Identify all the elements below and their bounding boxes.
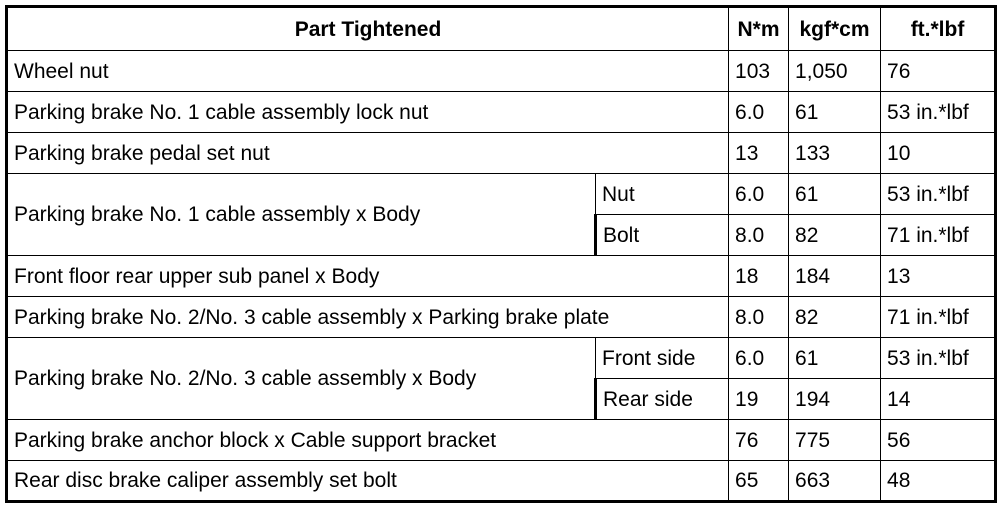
nm-cell: 6.0 xyxy=(729,174,789,215)
nm-cell: 103 xyxy=(729,51,789,92)
kgfcm-cell: 82 xyxy=(789,215,881,256)
ftlbf-cell: 10 xyxy=(881,133,996,174)
ftlbf-cell: 71 in.*lbf xyxy=(881,297,996,338)
table-row xyxy=(7,461,996,502)
ftlbf-cell: 48 xyxy=(881,461,996,502)
nm-cell: 18 xyxy=(729,256,789,297)
table-row xyxy=(7,420,996,461)
table-row xyxy=(7,92,996,133)
sub-part-cell: Rear side xyxy=(596,379,729,420)
sub-part-cell: Bolt xyxy=(596,215,729,256)
nm-cell: 76 xyxy=(729,420,789,461)
table-row xyxy=(7,256,996,297)
kgfcm-cell: 663 xyxy=(789,461,881,502)
part-cell: Parking brake anchor block x Cable support bracket xyxy=(7,420,729,461)
kgfcm-cell: 775 xyxy=(789,420,881,461)
part-cell: Parking brake pedal set nut xyxy=(7,133,729,174)
kgfcm-cell: 1,050 xyxy=(789,51,881,92)
header-ftlbf: ft.*lbf xyxy=(881,7,996,51)
nm-cell: 6.0 xyxy=(729,338,789,379)
ftlbf-cell: 56 xyxy=(881,420,996,461)
ftlbf-cell: 14 xyxy=(881,379,996,420)
table-header-row xyxy=(7,7,996,51)
nm-cell: 8.0 xyxy=(729,297,789,338)
part-cell: Rear disc brake caliper assembly set bolt xyxy=(7,461,729,502)
ftlbf-cell: 13 xyxy=(881,256,996,297)
kgfcm-cell: 133 xyxy=(789,133,881,174)
part-cell: Parking brake No. 1 cable assembly lock nut xyxy=(7,92,729,133)
nm-cell: 8.0 xyxy=(729,215,789,256)
table-row xyxy=(7,174,996,215)
ftlbf-cell: 71 in.*lbf xyxy=(881,215,996,256)
kgfcm-cell: 61 xyxy=(789,174,881,215)
torque-spec-table xyxy=(5,5,997,503)
part-cell: Front floor rear upper sub panel x Body xyxy=(7,256,729,297)
kgfcm-cell: 184 xyxy=(789,256,881,297)
part-cell: Parking brake No. 2/No. 3 cable assembly x Body xyxy=(7,338,596,420)
nm-cell: 13 xyxy=(729,133,789,174)
ftlbf-cell: 53 in.*lbf xyxy=(881,174,996,215)
sub-part-cell: Front side xyxy=(596,338,729,379)
nm-cell: 65 xyxy=(729,461,789,502)
part-cell: Parking brake No. 2/No. 3 cable assembly x Parking brake plate xyxy=(7,297,729,338)
part-cell: Parking brake No. 1 cable assembly x Body xyxy=(7,174,596,256)
table-row xyxy=(7,51,996,92)
nm-cell: 19 xyxy=(729,379,789,420)
kgfcm-cell: 82 xyxy=(789,297,881,338)
table-row xyxy=(7,297,996,338)
sub-part-cell: Nut xyxy=(596,174,729,215)
header-part-tightened: Part Tightened xyxy=(7,7,729,51)
kgfcm-cell: 61 xyxy=(789,338,881,379)
table-row xyxy=(7,133,996,174)
ftlbf-cell: 76 xyxy=(881,51,996,92)
part-cell: Wheel nut xyxy=(7,51,729,92)
kgfcm-cell: 194 xyxy=(789,379,881,420)
header-nm: N*m xyxy=(729,7,789,51)
header-kgfcm: kgf*cm xyxy=(789,7,881,51)
nm-cell: 6.0 xyxy=(729,92,789,133)
kgfcm-cell: 61 xyxy=(789,92,881,133)
ftlbf-cell: 53 in.*lbf xyxy=(881,338,996,379)
ftlbf-cell: 53 in.*lbf xyxy=(881,92,996,133)
table-row xyxy=(7,338,996,379)
